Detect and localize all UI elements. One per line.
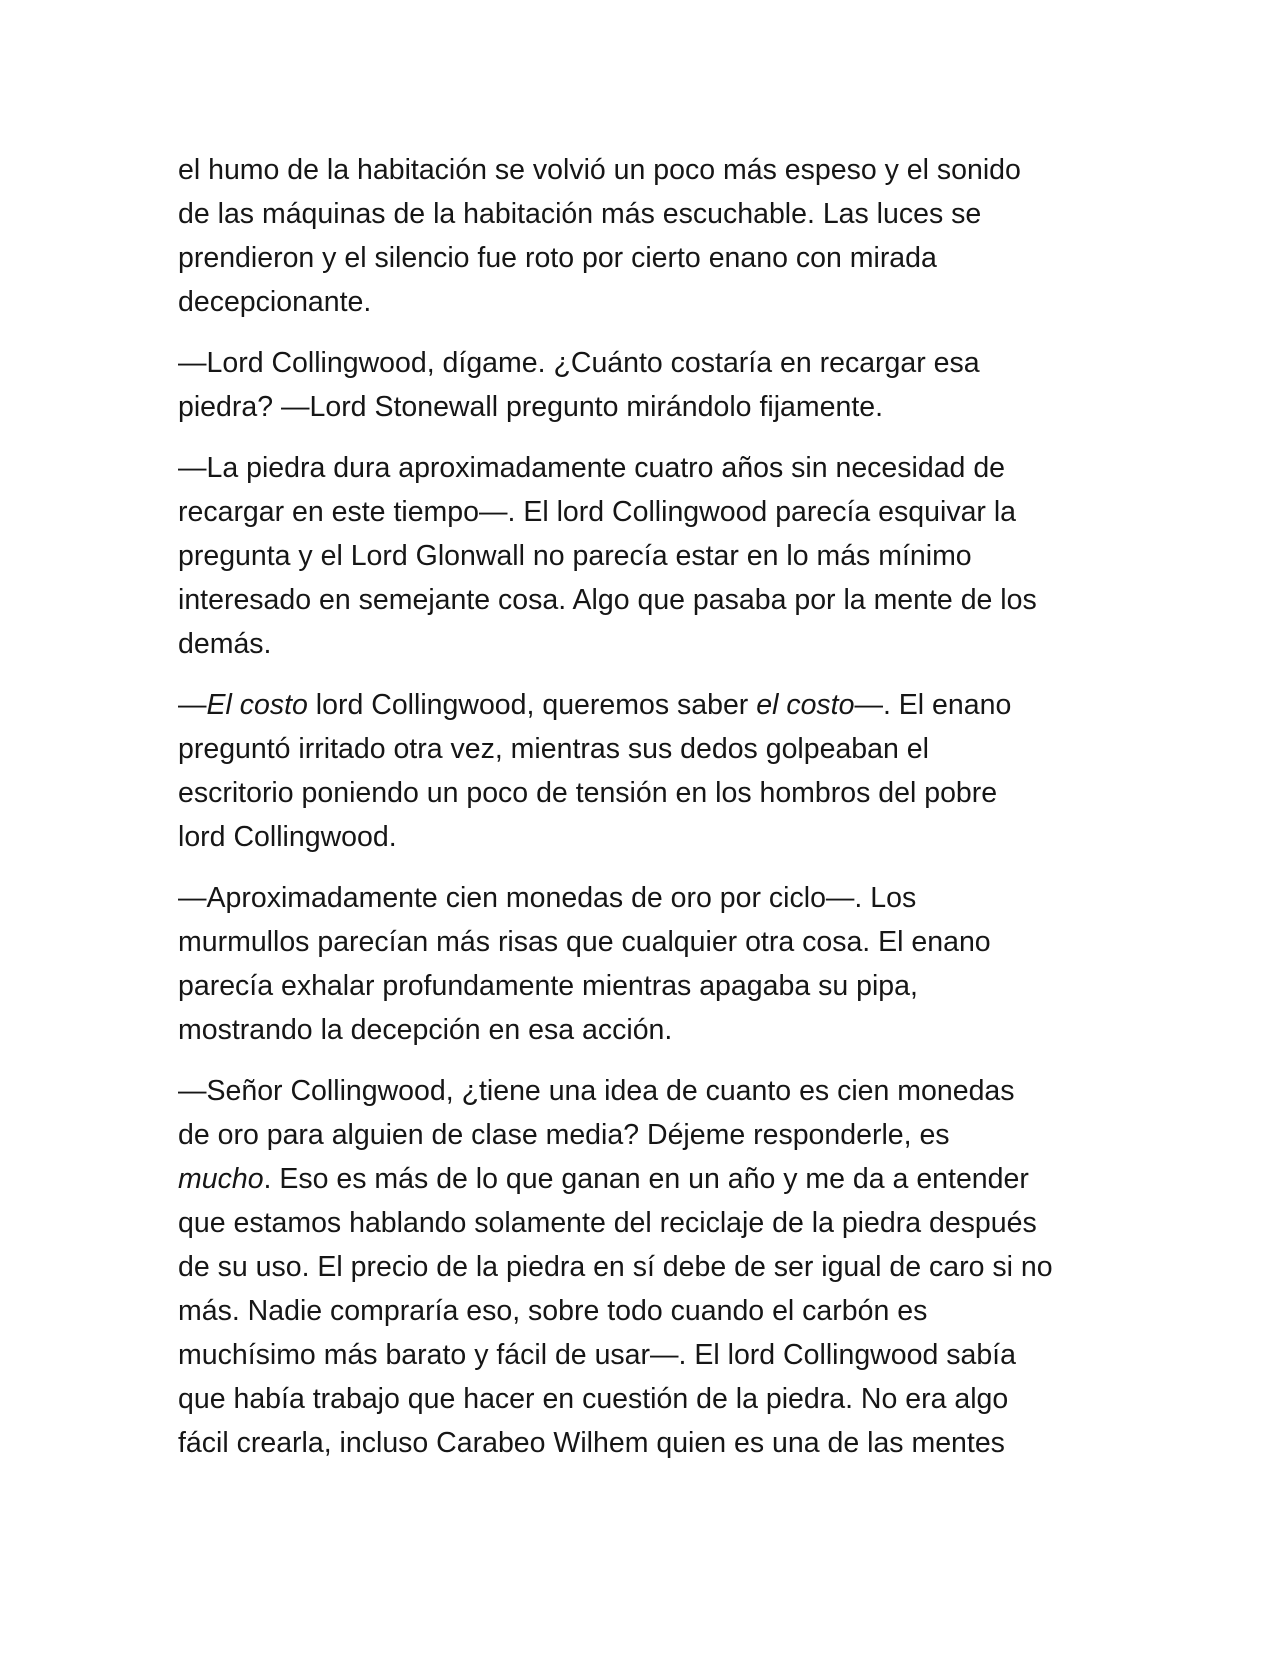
text-line: —La piedra dura aproximadamente cuatro años sin necesidad de [178,452,1006,484]
text-line: piedra? —Lord Stonewall pregunto mirándolo fijamente. [178,391,883,423]
italic-text: el costo [756,689,855,721]
text-line: recargar en este tiempo—. El lord Collingwood parecía esquivar la [178,496,1017,528]
paragraph-2 [178,341,1108,429]
text-line: mostrando la decepción en esa acción. [178,1014,673,1046]
text-line: más. Nadie compraría eso, sobre todo cuando el carbón es [178,1295,928,1327]
text-line: fácil crearla, incluso Carabeo Wilhem quien es una de las mentes [178,1427,1005,1459]
text-line: murmullos parecían más risas que cualquier otra cosa. El enano [178,926,991,958]
paragraph-6 [178,1069,1108,1465]
paragraph-3 [178,446,1108,666]
italic-text: El costo [206,689,308,721]
text-line: parecía exhalar profundamente mientras apagaba su pipa, [178,970,918,1002]
text-line: decepcionante. [178,286,372,318]
text-line: —Señor Collingwood, ¿tiene una idea de cuanto es cien monedas [178,1075,1015,1107]
text-line: pregunta y el Lord Glonwall no parecía estar en lo más mínimo [178,540,972,572]
text-line: de oro para alguien de clase media? Déjeme responderle, es [178,1119,950,1151]
italic-text: mucho [178,1163,264,1195]
paragraph-5 [178,876,1108,1052]
text-line: el humo de la habitación se volvió un poco más espeso y el sonido [178,154,1021,186]
text-line: que estamos hablando solamente del reciclaje de la piedra después [178,1207,1037,1239]
text-line: —El costo lord Collingwood, queremos saber el costo—. El enano [178,689,1012,721]
text-line: mucho. Eso es más de lo que ganan en un año y me da a entender [178,1163,1029,1195]
text-line: interesado en semejante cosa. Algo que pasaba por la mente de los [178,584,1037,616]
paragraph-4 [178,683,1108,859]
text-line: prendieron y el silencio fue roto por cierto enano con mirada [178,242,937,274]
text-line: preguntó irritado otra vez, mientras sus dedos golpeaban el [178,733,929,765]
text-line: escritorio poniendo un poco de tensión en los hombros del pobre [178,777,998,809]
text-line: —Lord Collingwood, dígame. ¿Cuánto costaría en recargar esa [178,347,980,379]
text-line: lord Collingwood. [178,821,397,853]
text-line: —Aproximadamente cien monedas de oro por ciclo—. Los [178,882,917,914]
text-line: que había trabajo que hacer en cuestión de la piedra. No era algo [178,1383,1009,1415]
text-line: muchísimo más barato y fácil de usar—. El lord Collingwood sabía [178,1339,1016,1371]
text-line: de su uso. El precio de la piedra en sí debe de ser igual de caro si no [178,1251,1053,1283]
paragraph-1 [178,148,1108,324]
text-line: demás. [178,628,272,660]
document-page [178,148,1108,1482]
text-line: de las máquinas de la habitación más escuchable. Las luces se [178,198,982,230]
